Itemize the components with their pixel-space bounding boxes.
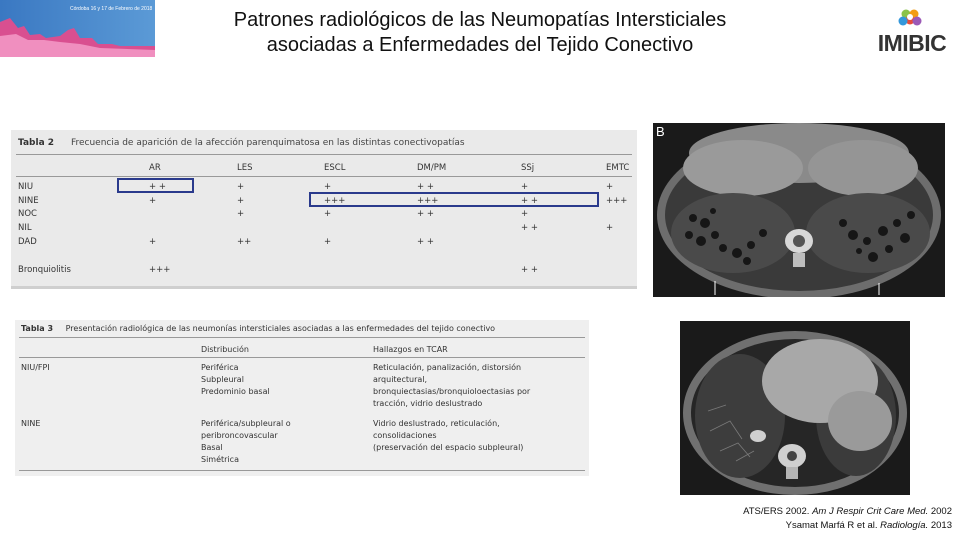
ct-image-ground-glass [680, 321, 910, 495]
table-2-col-header: ESCL [324, 163, 346, 173]
table-2-col-header: AR [149, 163, 161, 173]
table-3-distribution-line: Subpleural [201, 375, 244, 384]
ct-image-honeycombing [653, 123, 945, 297]
logo-text: IMIBIC [877, 30, 947, 56]
table-3-rule-header [19, 357, 585, 358]
table-2-row-label: NIL [18, 223, 32, 233]
table-2-cell: + + [521, 223, 538, 233]
table-2-cell: +++ [417, 196, 439, 206]
table-2-cell: + [606, 223, 614, 233]
table-2-col-header: LES [237, 163, 253, 173]
event-banner [0, 0, 155, 57]
title-line-1: Patrones radiológicos de las Neumopatías Intersticiales [233, 9, 727, 31]
reference-2-authors: Ysamat Marfá R et al. [785, 520, 881, 531]
title-line-2: asociadas a Enfermedades del Tejido Conectivo [266, 34, 694, 56]
table-2-cell: + [237, 209, 245, 219]
table-2-rule-header [16, 176, 632, 177]
table-2-heading [18, 138, 465, 148]
table-2-cell: + [521, 209, 529, 219]
table-2-cell: +++ [149, 265, 171, 275]
table-3-findings-line: arquitectural, [373, 375, 428, 384]
table-2-cell: + [324, 209, 332, 219]
table-3-findings-line: tracción, vidrio deslustrado [373, 399, 483, 408]
table-2-rule-top [16, 154, 632, 155]
reference-2-year: 2013 [928, 520, 952, 531]
table-2-cell: + [237, 196, 245, 206]
table-3-number: Tabla 3 [21, 324, 54, 333]
table-3-distribution-line: Periférica [201, 363, 239, 372]
table-2 [11, 130, 637, 289]
table-2-cell: ++ [237, 237, 252, 247]
table-3-row-label: NINE [21, 419, 41, 428]
table-3-findings-line: Vidrio deslustrado, reticulación, [373, 419, 500, 428]
ct-scan-graphic [680, 321, 910, 495]
table-3-col-distribution: Distribución [201, 345, 249, 354]
table-2-col-header: SSj [521, 163, 535, 173]
imibic-logo [866, 4, 958, 56]
table-2-row-label: NINE [18, 196, 39, 206]
table-2-cell: + + [417, 237, 434, 247]
table-2-number: Tabla 2 [18, 138, 55, 148]
table-2-row-label: NOC [18, 209, 37, 219]
highlight-box-nine-row [309, 192, 599, 207]
ct-scan-graphic [653, 123, 945, 297]
table-3-distribution-line: Simétrica [201, 455, 239, 464]
table-2-cell: + + [417, 209, 434, 219]
reference-2 [743, 519, 952, 533]
reference-1-year: 2002 [928, 506, 952, 517]
table-2-row-label: Bronquiolitis [18, 265, 71, 275]
table-3 [15, 320, 589, 476]
table-3-findings-line: bronquiectasias/bronquioloectasias por [373, 387, 531, 396]
references [743, 505, 952, 533]
table-2-col-header: DM/PM [417, 163, 447, 173]
table-2-cell: + [324, 182, 332, 192]
table-2-cell: + + [149, 182, 166, 192]
reference-1 [743, 505, 952, 519]
reference-2-journal: Radiología. [880, 520, 929, 531]
table-2-cell: +++ [324, 196, 346, 206]
reference-1-journal: Am J Respir Crit Care Med. [812, 506, 929, 517]
table-2-row-label: DAD [18, 237, 37, 247]
table-2-cell: +++ [606, 196, 628, 206]
table-3-title: Presentación radiológica de las neumonías intersticiales asociadas a las enfermedades del tejido conectivo [65, 324, 496, 333]
table-3-distribution-line: Periférica/subpleural o [201, 419, 291, 428]
table-2-col-header: EMTC [606, 163, 630, 173]
table-3-findings-line: (preservación del espacio subpleural) [373, 443, 524, 452]
ct-image-label: B [656, 124, 665, 139]
table-2-cell: + + [521, 196, 538, 206]
table-2-cell: + [324, 237, 332, 247]
table-2-title: Frecuencia de aparición de la afección parenquimatosa en las distintas conectivopatías [70, 138, 465, 148]
reference-1-authors: ATS/ERS 2002. [743, 506, 813, 517]
table-2-cell: + [149, 196, 157, 206]
banner-text: Córdoba 16 y 17 de Febrero de 2018 [70, 6, 153, 12]
table-3-findings-line: consolidaciones [373, 431, 437, 440]
table-2-cell: + + [417, 182, 434, 192]
table-3-distribution-line: Basal [201, 443, 223, 452]
table-3-distribution-line: peribroncovascular [201, 431, 278, 440]
table-3-findings-line: Reticulación, panalización, distorsión [373, 363, 522, 372]
table-2-cell: + [521, 182, 529, 192]
table-3-distribution-line: Predominio basal [201, 387, 270, 396]
table-3-heading [21, 324, 495, 333]
table-2-cell: + [606, 182, 614, 192]
table-2-cell: + [149, 237, 157, 247]
table-2-cell: + + [521, 265, 538, 275]
table-2-row-label: NIU [18, 182, 34, 192]
slide-title [180, 8, 780, 58]
table-2-cell: + [237, 182, 245, 192]
table-3-row-label: NIU/FPI [21, 363, 50, 372]
table-3-rule-bottom [19, 470, 585, 471]
table-3-col-findings: Hallazgos en TCAR [373, 345, 448, 354]
table-3-rule-top [19, 337, 585, 338]
